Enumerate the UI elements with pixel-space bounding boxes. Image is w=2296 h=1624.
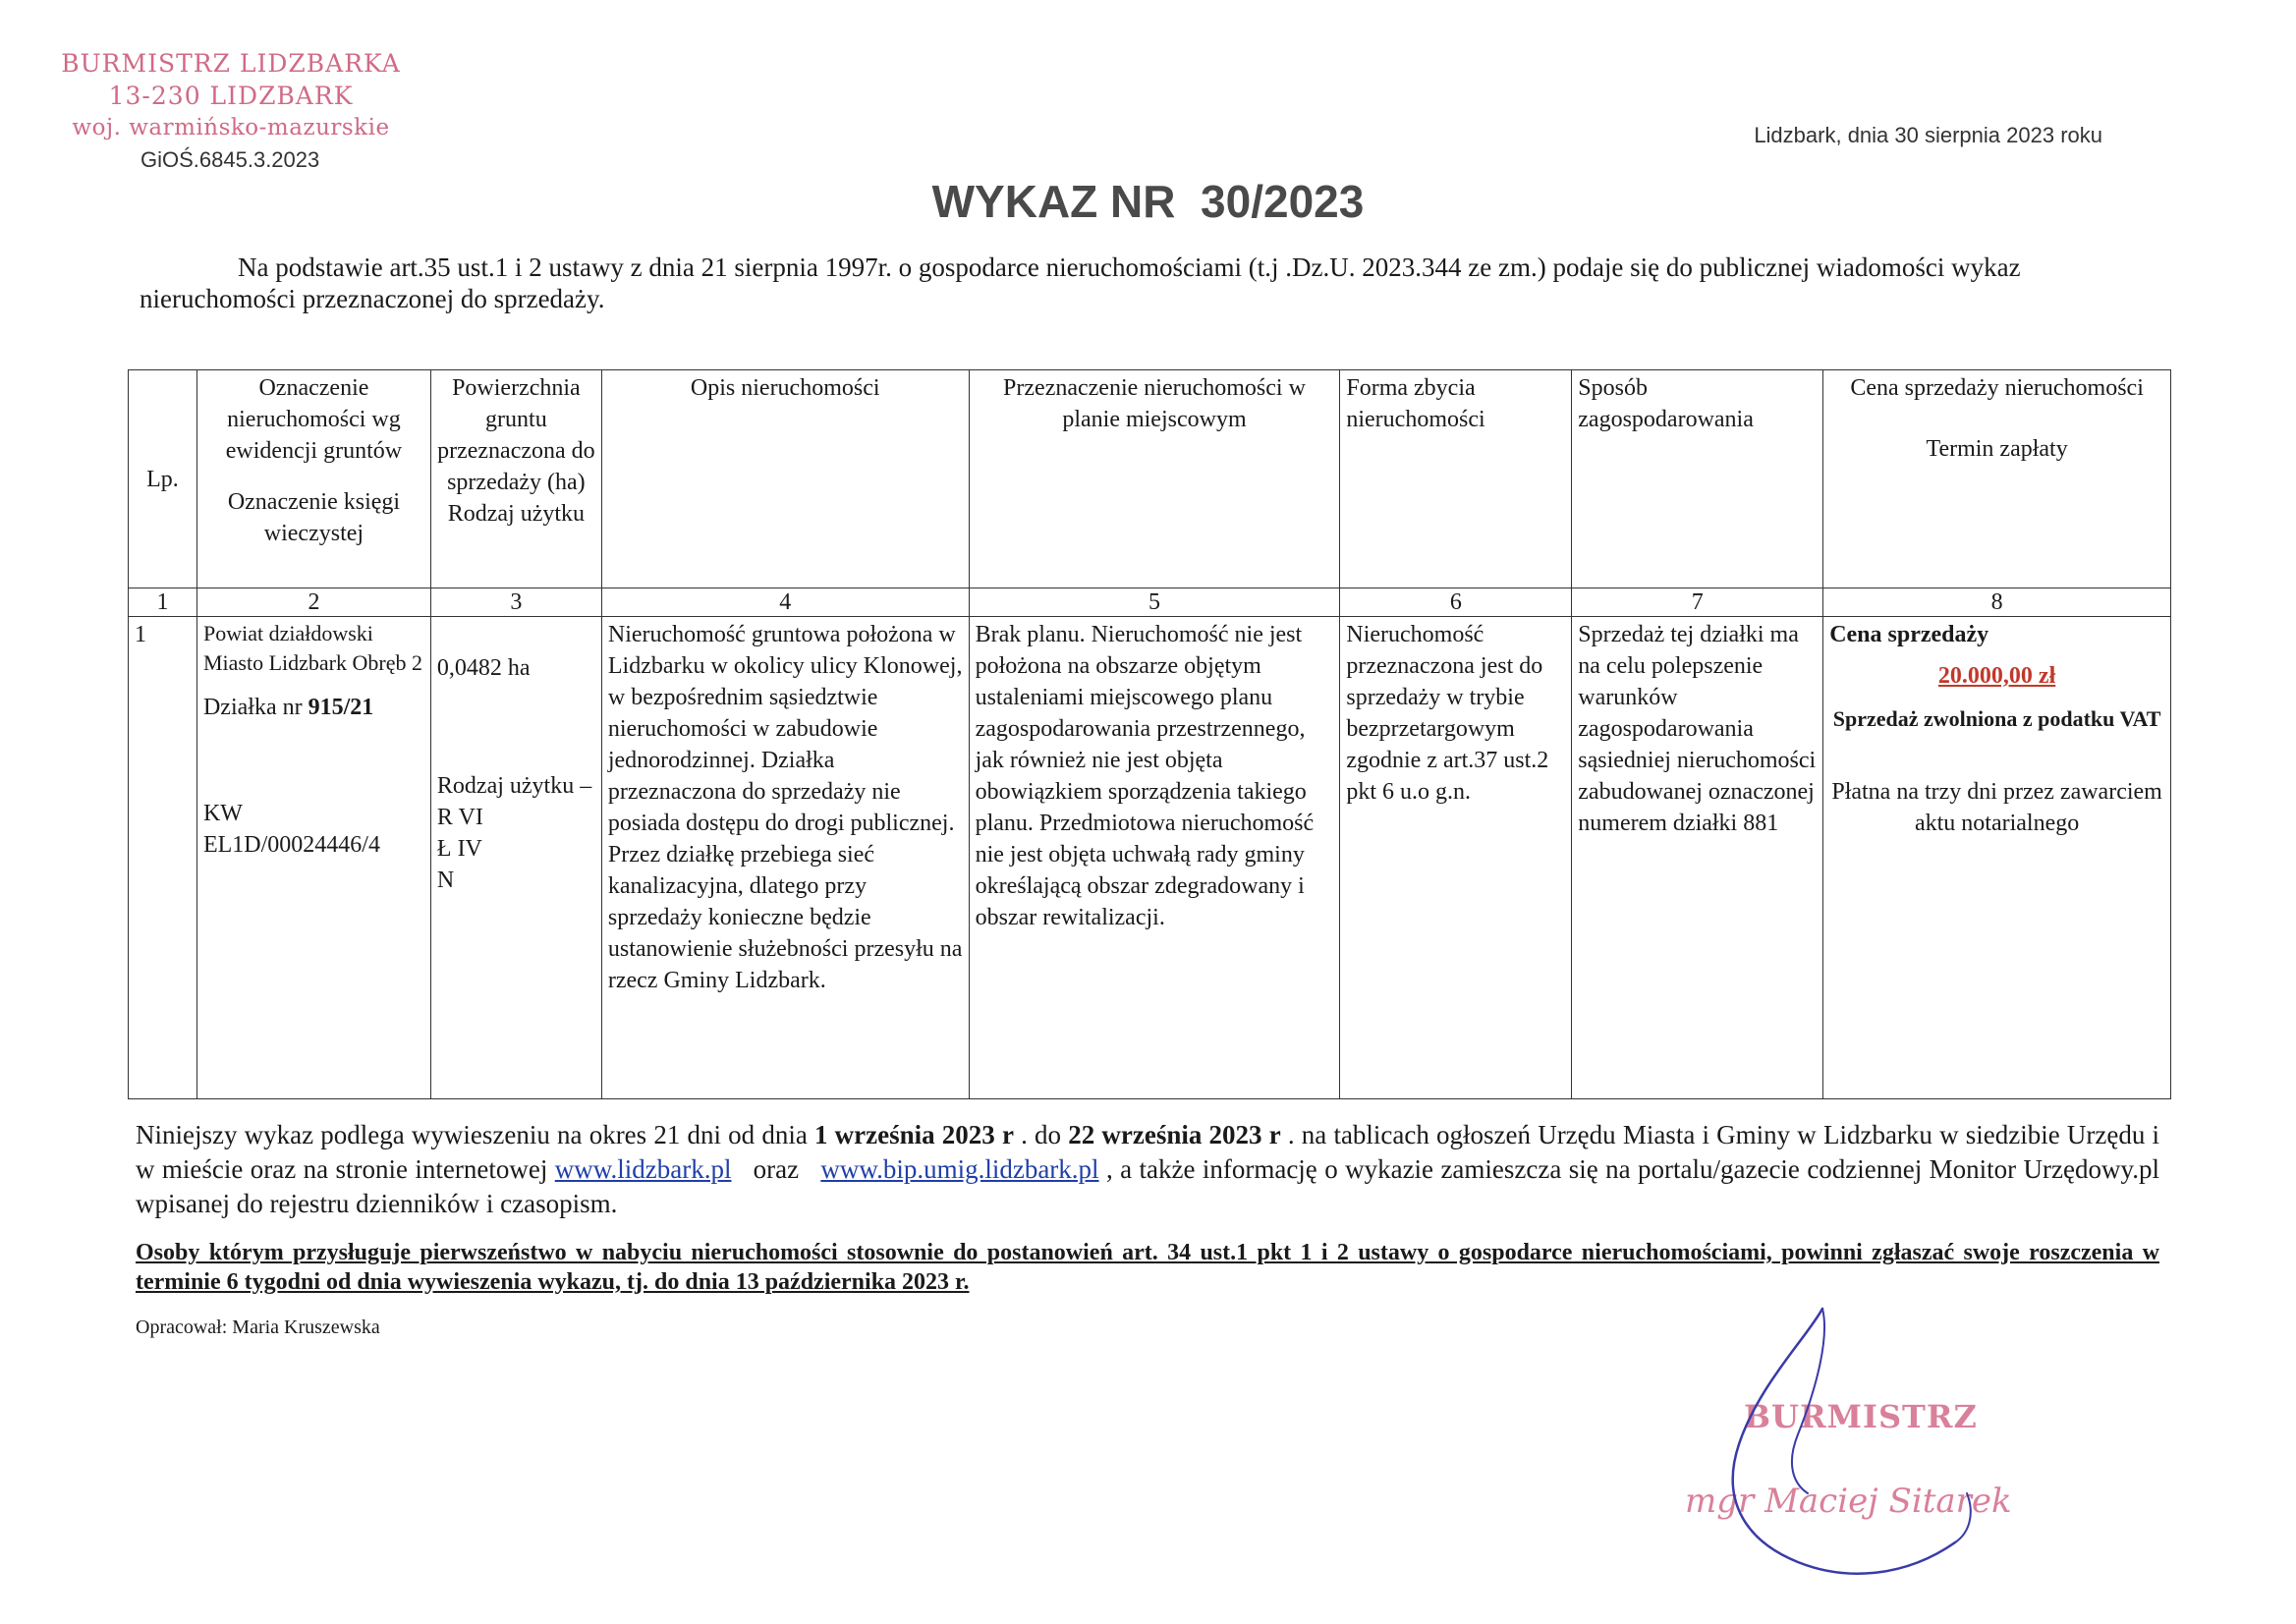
row-oznaczenie (196, 617, 430, 1099)
column-number: 3 (430, 588, 601, 617)
column-number: 8 (1823, 588, 2171, 617)
link-lidzbark[interactable]: www.lidzbark.pl (554, 1154, 732, 1184)
row-use-1: R VI (436, 805, 483, 830)
header-opis: Opis nieruchomości (601, 370, 969, 588)
intro-text: Na podstawie art.35 ust.1 i 2 ustawy z dnia 21 sierpnia 1997r. o gospodarce nieruchomościami (t.j .Dz.U. 2023.344 ze zm.) podaje się do publicznej wiadomości wykaz nieruchomości przeznaczonej do sprzedaży. (140, 252, 2021, 313)
table-header-row (129, 370, 2171, 588)
notice-text-4: oraz (738, 1154, 813, 1184)
link-bip[interactable]: www.bip.umig.lidzbark.pl (820, 1154, 1099, 1184)
header-oznaczenie-ewidencja: Oznaczenie nieruchomości wg ewidencji gruntów (225, 375, 403, 464)
signature-stamp-title: BURMISTRZ (1744, 1398, 1978, 1435)
header-przeznaczenie: Przeznaczenie nieruchomości w planie miejscowym (969, 370, 1340, 588)
table-number-row (129, 588, 2171, 617)
mayor-office-stamp (49, 47, 413, 144)
row-kw-label: KW (202, 801, 243, 826)
row-area: 0,0482 ha (436, 655, 531, 681)
signature-stamp-name: mgr Maciej Sitarek (1685, 1482, 2012, 1521)
row-use-label: Rodzaj użytku – (436, 773, 592, 799)
stamp-line-2: 13-230 LIDZBARK (108, 82, 354, 110)
notice-text-2: . do (1021, 1120, 1069, 1149)
stamp-line-3: woj. warmińsko-mazurskie (72, 115, 390, 140)
column-number: 1 (129, 588, 197, 617)
column-number: 7 (1572, 588, 1823, 617)
notice-paragraph (136, 1118, 2159, 1221)
column-number: 2 (196, 588, 430, 617)
document-title: WYKAZ NR 30/2023 (931, 176, 1365, 227)
notice-text-1: Niniejszy wykaz podlega wywieszeniu na okres 21 dni od dnia (136, 1120, 814, 1149)
header-forma: Forma zbycia nieruchomości (1340, 370, 1572, 588)
header-lp: Lp. (129, 370, 197, 588)
row-payment: Płatna na trzy dni przez zawarciem aktu notarialnego (1831, 779, 2162, 836)
header-sposob: Sposób zagospodarowania (1572, 370, 1823, 588)
header-termin: Termin zapłaty (1926, 436, 2068, 462)
stamp-line-1: BURMISTRZ LIDZBARKA (61, 49, 401, 78)
row-cena (1823, 617, 2171, 1099)
author-note: Opracował: Maria Kruszewska (136, 1316, 380, 1338)
notice-date-to: 22 września 2023 r (1068, 1120, 1281, 1149)
column-number: 6 (1340, 588, 1572, 617)
place-date: Lidzbark, dnia 30 sierpnia 2023 roku (1754, 123, 2102, 147)
column-number: 5 (969, 588, 1340, 617)
notice-text-3: . na tablicach ogłoszeń Urzędu Miasta i Gminy w Lidzbarku w siedzibie Urzędu i w mieście oraz na stronie internetowej (136, 1120, 2160, 1184)
column-number: 4 (601, 588, 969, 617)
header-cena (1823, 370, 2171, 588)
row-sposob: Sprzedaż tej działki ma na celu polepszenie warunków zagospodarowania sąsiedniej nieruchomości zabudowanej oznaczonej numerem działki 881 (1572, 617, 1823, 1099)
row-plot-number: 915/21 (308, 695, 374, 720)
notice-text-5: , a także informację o wykazie zamieszcza się na portalu/gazecie codziennej Monitor Urzędowy.pl wpisanej do rejestru dzienników i czasopism. (136, 1154, 2160, 1218)
row-plot-label: Działka nr (202, 695, 303, 720)
row-lp: 1 (129, 617, 197, 1099)
intro-paragraph (140, 252, 2163, 314)
handwritten-signature (1660, 1297, 1994, 1592)
table-row (129, 617, 2171, 1099)
row-opis: Nieruchomość gruntowa położona w Lidzbarku w okolicy ulicy Klonowej, w bezpośrednim sąsiedztwie nieruchomości w zabudowie jednorodzinnej. Działka przeznaczona do sprzedaży nie posiada dostępu do drogi publicznej. Przez działkę przebiega sieć kanalizacyjna, dlatego przy sprzedaży konieczne będzie ustanowienie służebności przesyłu na rzecz Gminy Lidzbark. (601, 617, 969, 1099)
row-plan: Brak planu. Nieruchomość nie jest położona na obszarze objętym ustaleniami miejscowego planu zagospodarowania przestrzennego, jak również nie jest objęta obowiązkiem sporządzenia takiego planu. Przedmiotowa nieruchomość nie jest objęta uchwałą rady gminy określającą obszar zdegradowany i obszar rewitalizacji. (969, 617, 1340, 1099)
row-plot (203, 692, 424, 723)
reference-number: GiOŚ.6845.3.2023 (140, 147, 320, 172)
header-oznaczenie-kw: Oznaczenie księgi wieczystej (227, 489, 401, 546)
property-table (128, 369, 2171, 1099)
row-vat: Sprzedaż zwolniona z podatku VAT (1832, 706, 2161, 731)
header-powierzchnia: Powierzchnia gruntu przeznaczona do sprzedaży (ha) Rodzaj użytku (430, 370, 601, 588)
row-forma: Nieruchomość przeznaczona jest do sprzedaży w trybie bezprzetargowym zgodnie z art.37 ust.2 pkt 6 u.o g.n. (1340, 617, 1572, 1099)
notice-date-from: 1 września 2023 r (814, 1120, 1014, 1149)
row-powierzchnia (430, 617, 601, 1099)
header-oznaczenie (196, 370, 430, 588)
row-price: 20.000,00 zł (1937, 663, 2056, 689)
header-cena-label: Cena sprzedaży nieruchomości (1850, 375, 2144, 401)
row-location: Powiat działdowski Miasto Lidzbark Obręb 2 (202, 621, 422, 675)
row-kw-number: EL1D/00024446/4 (202, 832, 380, 858)
row-use-2: Ł IV (436, 836, 482, 862)
row-price-label: Cena sprzedaży (1829, 622, 1989, 647)
priority-notice: Osoby którym przysługuje pierwszeństwo w nabyciu nieruchomości stosownie do postanowień art. 34 ust.1 pkt 1 i 2 ustawy o gospodarce nieruchomościami, powinni zgłaszać swoje roszczenia w terminie 6 tygodni od dnia wywieszenia wykazu, tj. do dnia 13 października 2023 r. (136, 1240, 2159, 1295)
row-use-3: N (436, 868, 455, 893)
